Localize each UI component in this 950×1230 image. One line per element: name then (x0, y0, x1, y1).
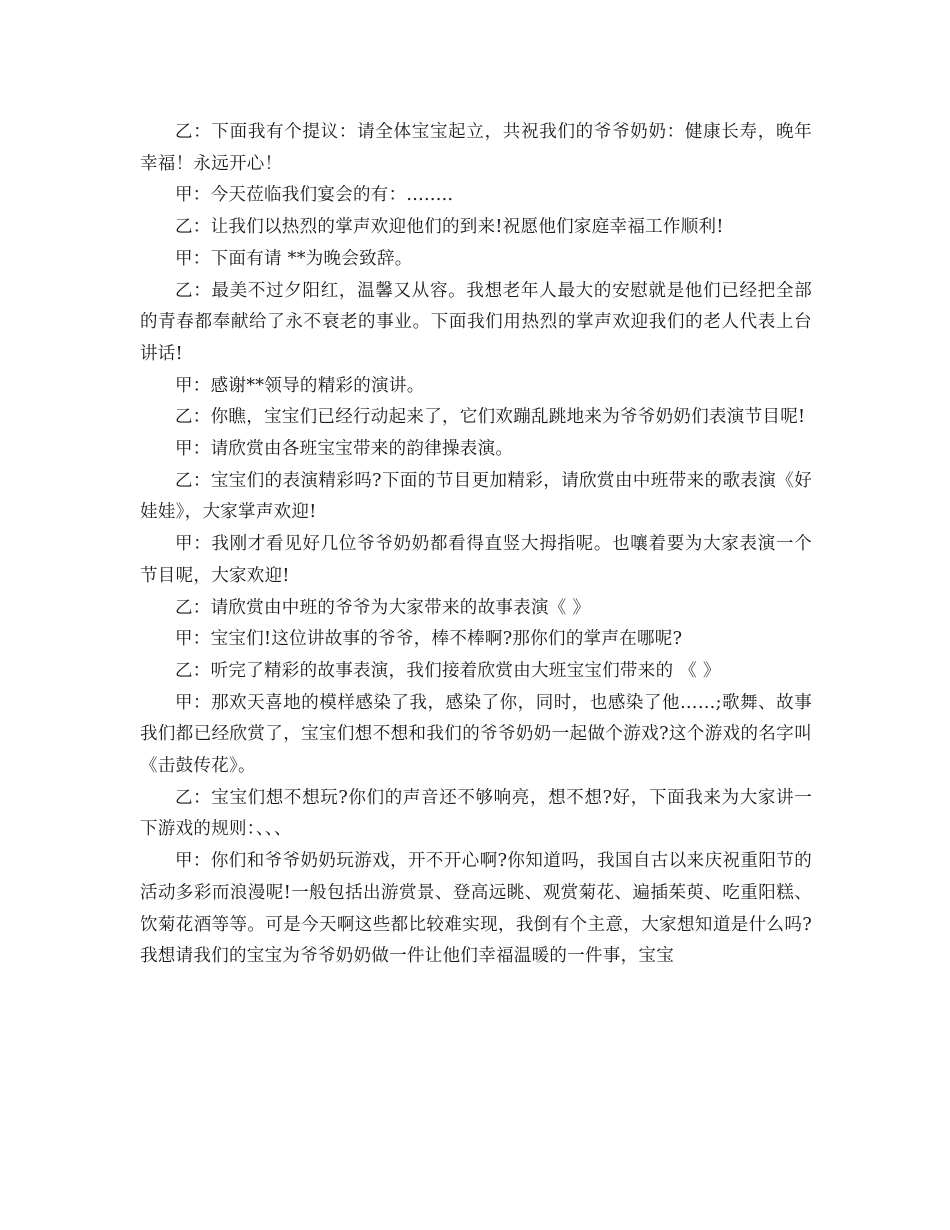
paragraph: 甲：我刚才看见好几位爷爷奶奶都看得直竖大拇指呢。也嚷着要为大家表演一个节目呢，大家欢迎! (140, 534, 812, 586)
paragraph: 乙：下面我有个提议：请全体宝宝起立，共祝我们的爷爷奶奶：健康长寿，晚年幸福！永远开心！ (140, 122, 812, 174)
paragraph: 乙：让我们以热烈的掌声欢迎他们的到来!祝愿他们家庭幸福工作顺利! (175, 217, 724, 238)
paragraph: 甲：今天莅临我们宴会的有：........ (175, 185, 454, 206)
paragraph: 甲：你们和爷爷奶奶玩游戏，开不开心啊?你知道吗，我国自古以来庆祝重阳节的活动多彩而浪漫呢!一般包括出游赏景、登高远眺、观赏菊花、遍插茱萸、吃重阳糕、饮菊花酒等等。可是今天啊这些都比较难实现，我倒有个主意，大家想知道是什么吗?我想请我们的宝宝为爷爷奶奶做一件让他们幸福温暖的一件事，宝宝 (140, 851, 812, 967)
paragraph: 甲：下面有请 **为晚会致辞。 (175, 248, 413, 269)
paragraph: 乙：宝宝们想不想玩?你们的声音还不够响亮，想不想?好，下面我来为大家讲一下游戏的规则：、、、 (140, 787, 812, 840)
paragraph: 乙：宝宝们的表演精彩吗?下面的节目更加精彩，请欣赏由中班带来的歌表演《好娃娃》，大家掌声欢迎! (140, 470, 812, 523)
document-body (140, 117, 812, 973)
paragraph: 甲：宝宝们!这位讲故事的爷爷，棒不棒啊?那你们的掌声在哪呢? (175, 629, 683, 650)
paragraph: 甲：请欣赏由各班宝宝带来的韵律操表演。 (175, 439, 514, 460)
paragraph: 乙：最美不过夕阳红，温馨又从容。我想老年人最大的安慰就是他们已经把全部的青春都奉献给了永不衰老的事业。下面我们用热烈的掌声欢迎我们的老人代表上台讲话! (140, 280, 812, 364)
paragraph: 乙：你瞧，宝宝们已经行动起来了，它们欢蹦乱跳地来为爷爷奶奶们表演节目呢! (175, 407, 806, 428)
paragraph: 甲：那欢天喜地的模样感染了我，感染了你，同时，也感染了他……;歌舞、故事我们都已经欣赏了，宝宝们想不想和我们的爷爷奶奶一起做个游戏?这个游戏的名字叫《击鼓传花》。 (140, 692, 812, 777)
paragraph: 甲：感谢**领导的精彩的演讲。 (175, 375, 425, 396)
paragraph: 乙：请欣赏由中班的爷爷为大家带来的故事表演《 》 (175, 597, 591, 618)
paragraph: 乙：听完了精彩的故事表演，我们接着欣赏由大班宝宝们带来的 《 》 (175, 660, 721, 681)
